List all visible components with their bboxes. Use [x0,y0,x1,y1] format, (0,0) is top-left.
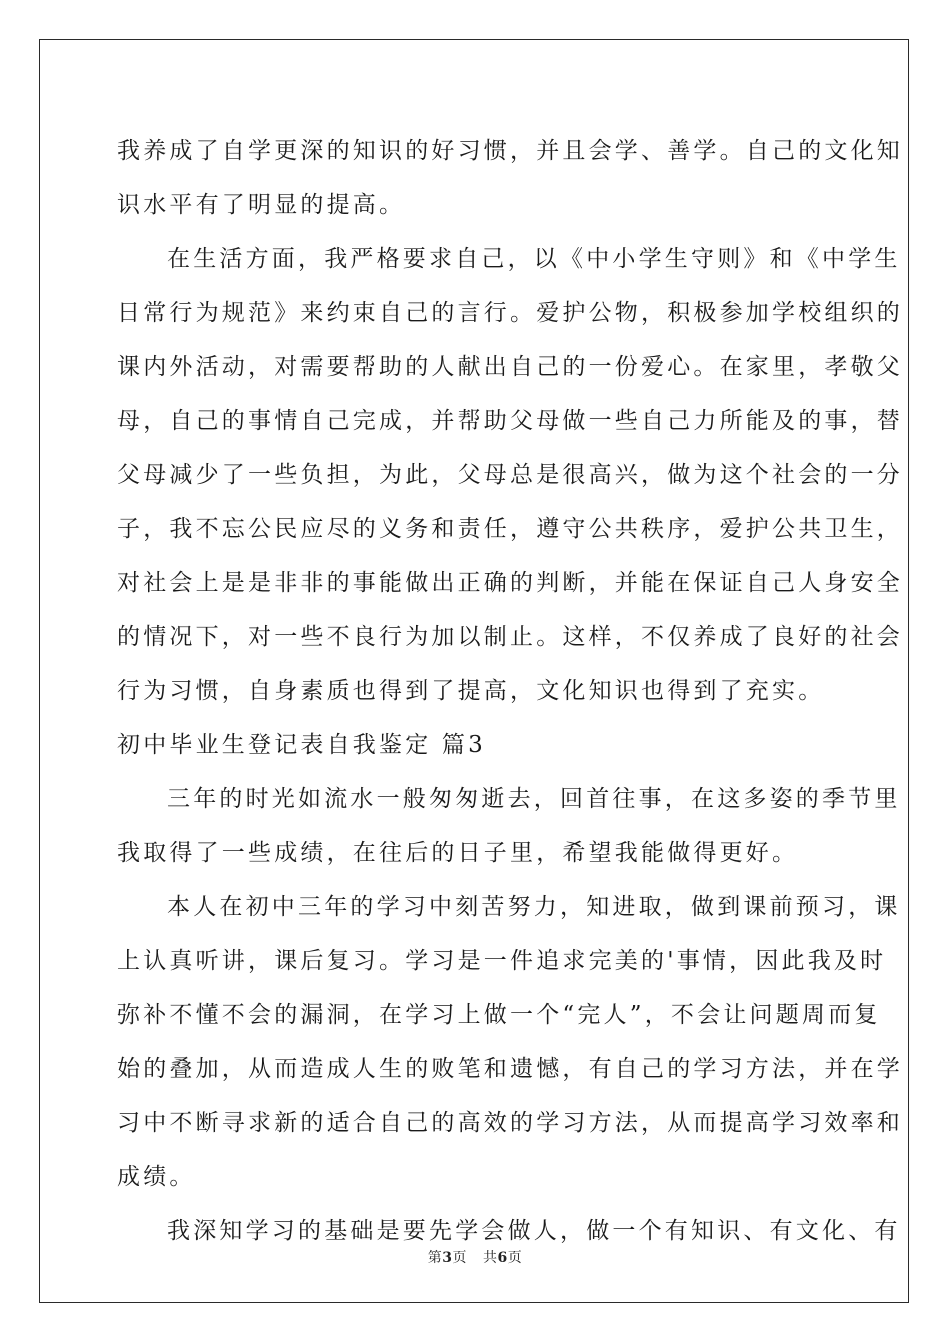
text-line: 始的叠加，从而造成人生的败笔和遗憾，有自己的学习方法，并在学 [117,1056,903,1082]
text-line: 弥补不懂不会的漏洞，在学习上做一个“完人”，不会让问题周而复 [117,1002,881,1028]
text-line: 子，我不忘公民应尽的义务和责任，遵守公共秩序，爱护公共卫生， [117,516,903,542]
text-line: 对社会上是是非非的事能做出正确的判断，并能在保证自己人身安全 [117,570,903,596]
text-line: 我养成了自学更深的知识的好习惯，并且会学、善学。自己的文化知 [117,138,903,164]
text-line: 日常行为规范》来约束自己的言行。爱护公物，积极参加学校组织的 [117,300,903,326]
total-prefix: 共 [483,1250,498,1266]
section-heading: 初中毕业生登记表自我鉴定 篇3 [117,732,486,758]
current-page-number: 3 [442,1250,453,1266]
text-line: 父母减少了一些负担，为此，父母总是很高兴，做为这个社会的一分 [117,462,903,488]
total-pages-number: 6 [497,1250,508,1266]
paragraph-start: 我深知学习的基础是要先学会做人，做一个有知识、有文化、有 [167,1218,901,1244]
paragraph-start: 三年的时光如流水一般匆匆逝去，回首往事，在这多姿的季节里 [167,786,901,812]
page-unit: 页 [452,1250,467,1266]
text-line: 上认真听讲，课后复习。学习是一件追求完美的'事情，因此我及时 [117,948,887,974]
page-prefix: 第 [427,1250,443,1266]
text-line: 母，自己的事情自己完成，并帮助父母做一些自己力所能及的事，替 [117,408,903,434]
text-line: 成绩。 [117,1164,196,1190]
text-line: 课内外活动，对需要帮助的人献出自己的一份爱心。在家里，孝敬父 [117,354,903,380]
text-line: 的情况下，对一些不良行为加以制止。这样，不仅养成了良好的社会 [117,624,903,650]
text-line: 识水平有了明显的提高。 [117,192,406,218]
paragraph-start: 本人在初中三年的学习中刻苦努力，知进取，做到课前预习，课 [167,894,901,920]
text-line: 我取得了一些成绩，在往后的日子里，希望我能做得更好。 [117,840,799,866]
page-footer [0,1247,950,1267]
text-line: 行为习惯，自身素质也得到了提高，文化知识也得到了充实。 [117,678,825,704]
paragraph-start: 在生活方面，我严格要求自己，以《中小学生守则》和《中学生 [167,246,901,272]
total-unit: 页 [507,1250,523,1266]
document-body [117,124,903,1258]
text-line: 习中不断寻求新的适合自己的高效的学习方法，从而提高学习效率和 [117,1110,903,1136]
